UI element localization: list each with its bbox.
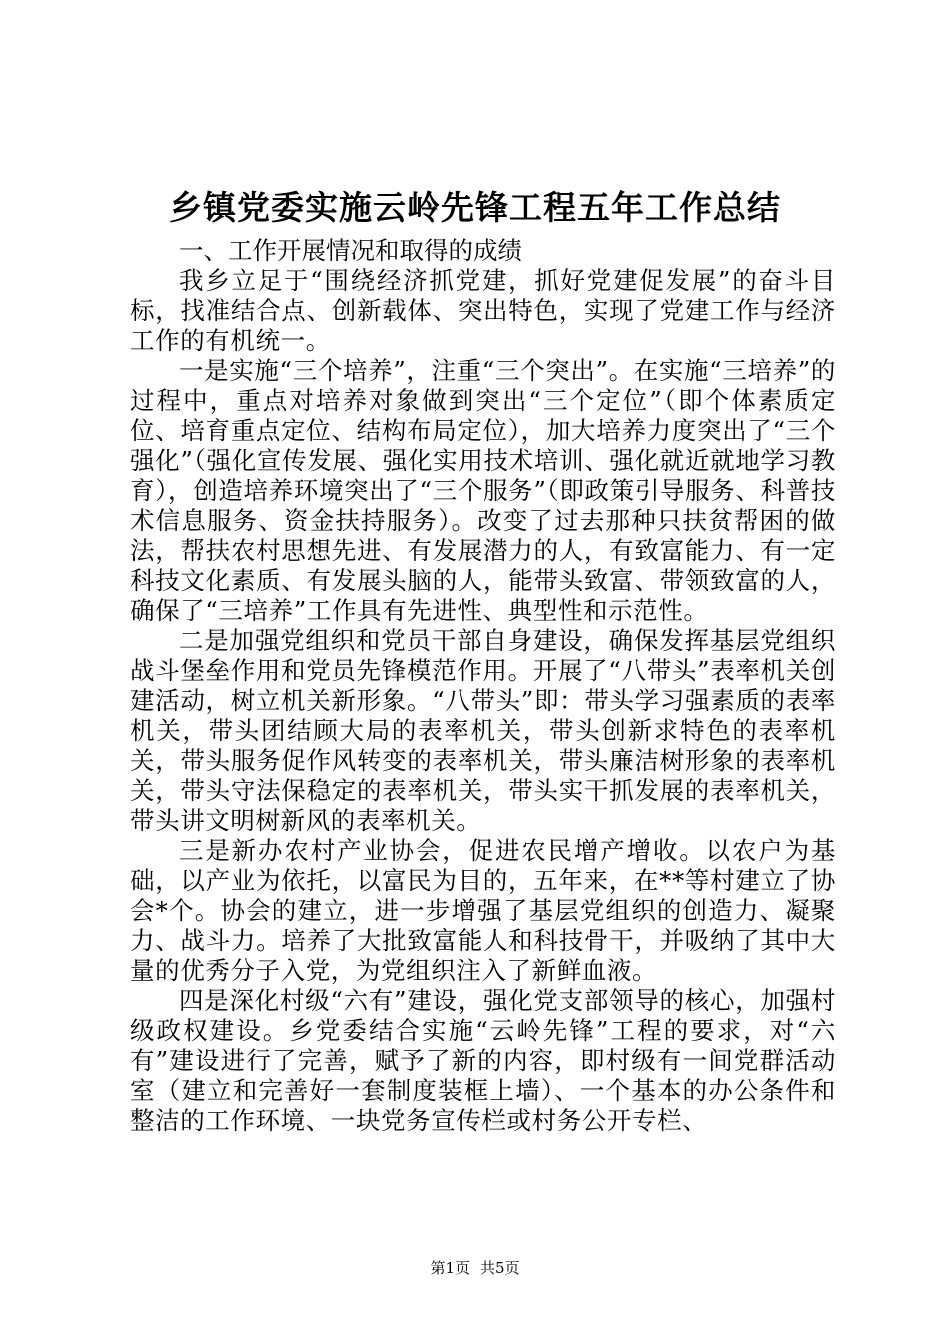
- page-number: 第1页: [430, 1259, 470, 1277]
- paragraph-point-4: 四是深化村级“六有”建设，强化党支部领导的核心，加强村级政权建设。乡党委结合实施“云岭先锋”工程的要求，对“六有”建设进行了完善，赋予了新的内容，即村级有一间党群活动室（建立和完善好一套制度装框上墙）、一个基本的办公条件和整洁的工作环境、一块党务宣传栏或村务公开专栏、: [130, 986, 836, 1135]
- paragraph-point-1: 一是实施“三个培养”，注重“三个突出”。在实施“三培养”的过程中，重点对培养对象做到突出“三个定位”（即个体素质定位、培育重点定位、结构布局定位），加大培养力度突出了“三个强化”（强化宣传发展、强化实用技术培训、强化就近就地学习教育），创造培养环境突出了“三个服务”（即政策引导服务、科普技术信息服务、资金扶持服务）。改变了过去那种只扶贫帮困的做法，帮扶农村思想先进、有发展潜力的人，有致富能力、有一定科技文化素质、有发展头脑的人，能带头致富、带领致富的人，确保了“三培养”工作具有先进性、典型性和示范性。: [130, 356, 836, 625]
- document-body: [130, 236, 836, 1136]
- paragraph-intro: 我乡立足于“围绕经济抓党建，抓好党建促发展”的奋斗目标，找准结合点、创新载体、突出特色，实现了党建工作与经济工作的有机统一。: [130, 266, 836, 355]
- page-footer: [0, 1258, 950, 1278]
- document-title: 乡镇党委实施云岭先锋工程五年工作总结: [169, 188, 781, 227]
- page-total: 共5页: [480, 1259, 520, 1277]
- section-heading: 一、工作开展情况和取得的成绩: [179, 236, 522, 265]
- paragraph-point-3: 三是新办农村产业协会，促进农民增产增收。以农户为基础，以产业为依托，以富民为目的，五年来，在**等村建立了协会*个。协会的建立，进一步增强了基层党组织的创造力、凝聚力、战斗力。培养了大批致富能人和科技骨干，并吸纳了其中大量的优秀分子入党，为党组织注入了新鲜血液。: [130, 836, 836, 985]
- paragraph-point-2: 二是加强党组织和党员干部自身建设，确保发挥基层党组织战斗堡垒作用和党员先锋模范作用。开展了“八带头”表率机关创建活动，树立机关新形象。“八带头”即：带头学习强素质的表率机关，带头团结顾大局的表率机关，带头创新求特色的表率机关，带头服务促作风转变的表率机关，带头廉洁树形象的表率机关，带头守法保稳定的表率机关，带头实干抓发展的表率机关，带头讲文明树新风的表率机关。: [130, 626, 836, 835]
